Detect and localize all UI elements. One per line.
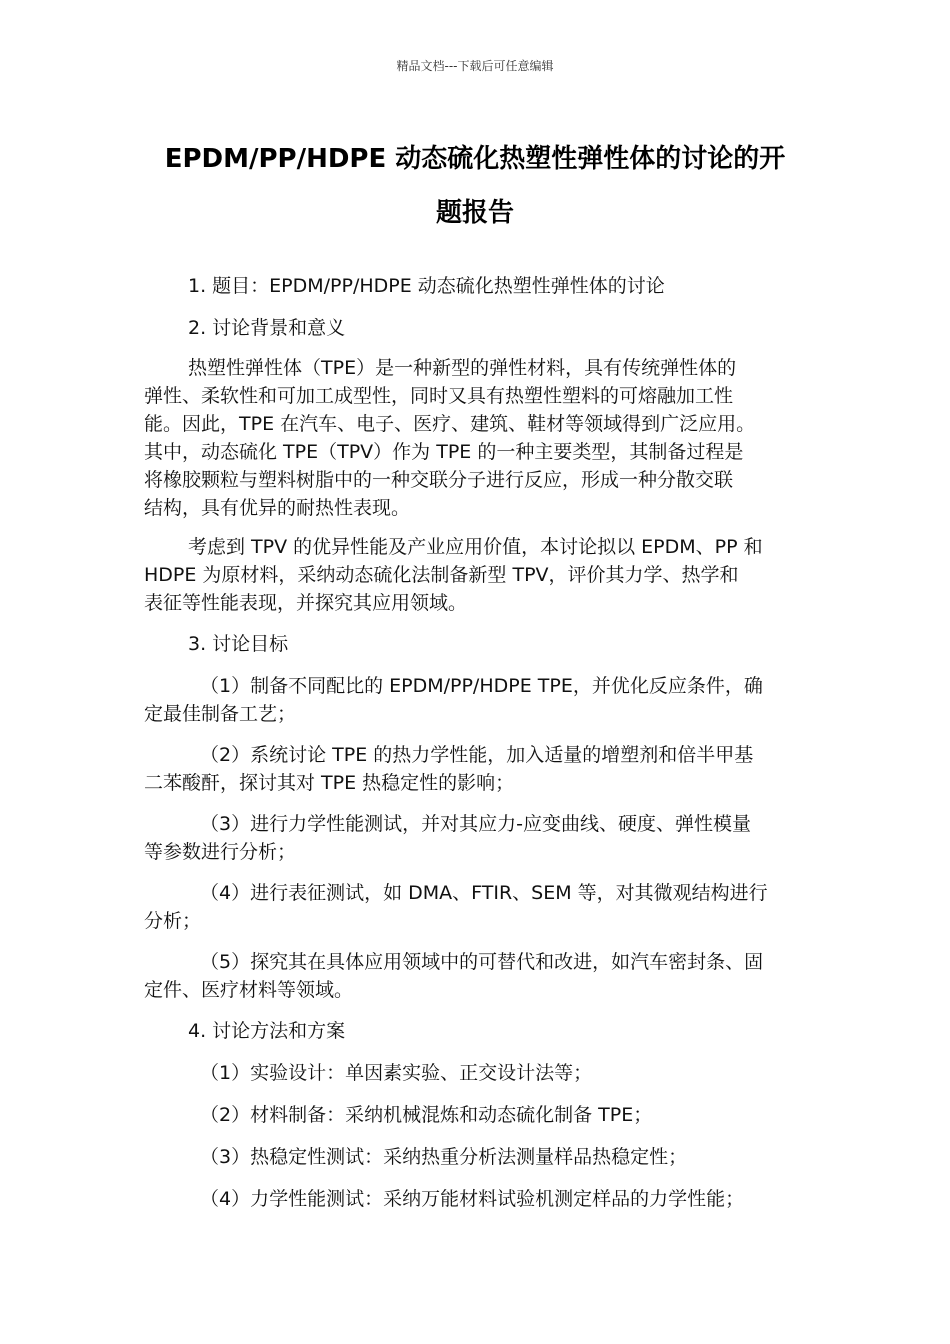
goal-line: 定件、医疗材料等领域。 xyxy=(144,979,354,1001)
paragraph-line: 能。因此，TPE 在汽车、电子、医疗、建筑、鞋材等领域得到广泛应用。 xyxy=(144,413,756,435)
paragraph-line: HDPE 为原材料，采纳动态硫化法制备新型 TPV，评价其力学、热学和 xyxy=(144,564,739,586)
section-3-heading xyxy=(144,631,808,658)
section-1-heading xyxy=(144,273,808,300)
title-line-2: 题报告 xyxy=(435,198,514,228)
header-note: 精品文档---下载后可任意编辑 xyxy=(396,59,554,73)
paragraph-significance xyxy=(144,534,808,624)
section-4-heading xyxy=(144,1018,808,1045)
section-3-text: 3. 讨论目标 xyxy=(188,633,289,655)
goal-item xyxy=(144,880,808,940)
goal-line: （4）进行表征测试，如 DMA、FTIR、SEM 等，对其微观结构进行 xyxy=(200,882,768,904)
goal-line: 二苯酸酐，探讨其对 TPE 热稳定性的影响； xyxy=(144,772,515,794)
goal-line: 等参数进行分析； xyxy=(144,841,297,863)
goal-line: （2）系统讨论 TPE 的热力学性能，加入适量的增塑剂和倍半甲基 xyxy=(200,744,754,766)
paragraph-line: 将橡胶颗粒与塑料树脂中的一种交联分子进行反应，形成一种分散交联 xyxy=(144,469,734,491)
paragraph-line: 热塑性弹性体（TPE）是一种新型的弹性材料，具有传统弹性体的 xyxy=(188,357,737,379)
method-text: （4）力学性能测试：采纳万能材料试验机测定样品的力学性能； xyxy=(200,1188,745,1210)
method-text: （3）热稳定性测试：采纳热重分析法测量样品热稳定性； xyxy=(200,1146,688,1168)
goal-item xyxy=(144,811,808,871)
paragraph-line: 弹性、柔软性和可加工成型性，同时又具有热塑性塑料的可熔融加工性 xyxy=(144,385,734,407)
goal-line: （1）制备不同配比的 EPDM/PP/HDPE TPE，并优化反应条件，确 xyxy=(200,675,763,697)
paragraph-line: 考虑到 TPV 的优异性能及产业应用价值，本讨论拟以 EPDM、PP 和 xyxy=(188,536,763,558)
document-title xyxy=(143,132,807,240)
title-line-1: EPDM/PP/HDPE 动态硫化热塑性弹性体的讨论的开 xyxy=(164,144,786,174)
section-1-text: 1. 题目：EPDM/PP/HDPE 动态硫化热塑性弹性体的讨论 xyxy=(188,275,665,297)
method-item xyxy=(144,1060,808,1087)
method-item xyxy=(144,1102,808,1129)
goal-item xyxy=(144,949,808,1009)
paragraph-line: 其中，动态硫化 TPE（TPV）作为 TPE 的一种主要类型，其制备过程是 xyxy=(144,441,744,463)
method-item xyxy=(144,1144,808,1171)
section-2-text: 2. 讨论背景和意义 xyxy=(188,317,346,339)
paragraph-line: 结构，具有优异的耐热性表现。 xyxy=(144,497,411,519)
goal-line: （5）探究其在具体应用领域中的可替代和改进，如汽车密封条、固 xyxy=(200,951,764,973)
method-text: （1）实验设计：单因素实验、正交设计法等； xyxy=(200,1062,593,1084)
goal-line: （3）进行力学性能测试，并对其应力-应变曲线、硬度、弹性模量 xyxy=(200,813,751,835)
goal-line: 分析； xyxy=(144,910,202,932)
paragraph-line: 表征等性能表现，并探究其应用领域。 xyxy=(144,592,468,614)
goal-line: 定最佳制备工艺； xyxy=(144,703,297,725)
section-2-heading xyxy=(144,315,808,342)
goal-item xyxy=(144,673,808,733)
section-4-text: 4. 讨论方法和方案 xyxy=(188,1020,346,1042)
method-item xyxy=(144,1186,808,1213)
goal-item xyxy=(144,742,808,802)
method-text: （2）材料制备：采纳机械混炼和动态硫化制备 TPE； xyxy=(200,1104,653,1126)
paragraph-background xyxy=(144,355,808,525)
